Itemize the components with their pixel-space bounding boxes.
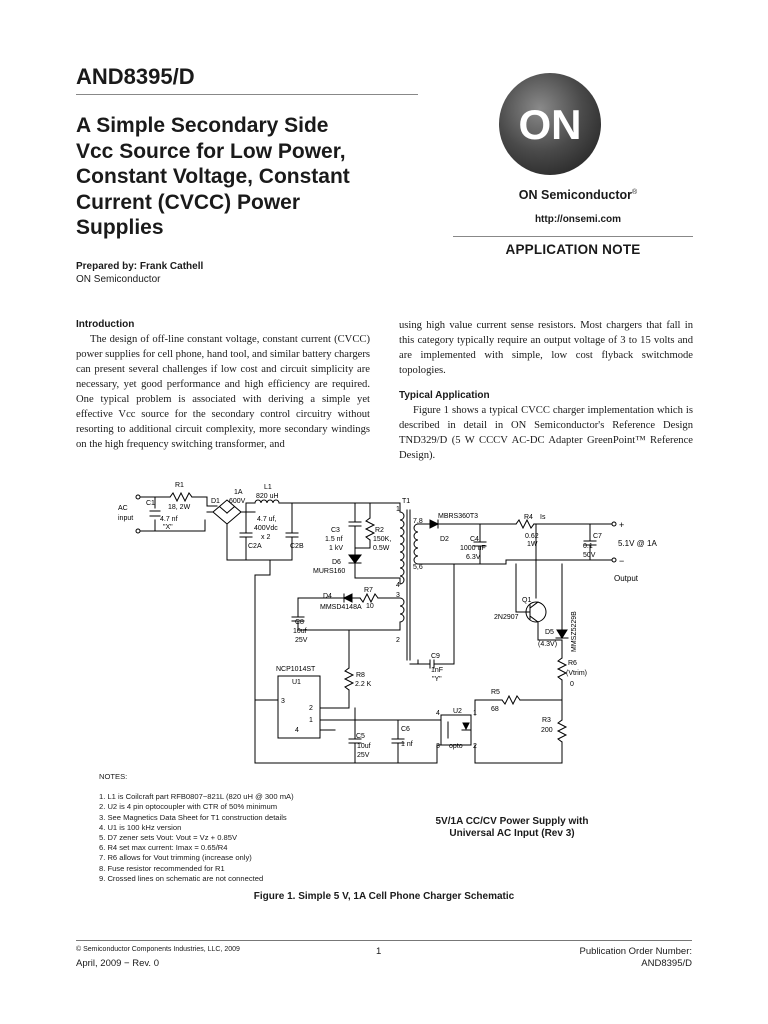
note-item: 3. See Magnetics Data Sheet for T1 construction details	[99, 812, 287, 822]
label-t1: T1	[402, 498, 411, 505]
label-r3: R3	[542, 717, 551, 724]
label-is: Is	[540, 514, 546, 521]
label-ac: AC	[118, 505, 128, 512]
paragraph-introduction: The design of off-line constant voltage, constant current (CVCC) power supplies for cell phone, hand tool, and similar battery chargers can present several challenges if low cost and circuit simplicity are necessary, yet good performance and high efficiency are required. One typical problem is associated with deriving a simple yet effective Vcc source for the secondary control circuitry without resorting to additional circuit complexity, more secondary windings on the high frequency switching transformer, and	[76, 334, 370, 450]
page-number: 1	[376, 946, 382, 957]
label-l1-value: 820 uH	[256, 493, 279, 500]
label-c1: C1	[146, 500, 155, 507]
label-u2: U2	[453, 708, 462, 715]
label-d6: D6	[332, 559, 341, 566]
label-r8: R8	[356, 672, 365, 679]
title-line: Constant Voltage, Constant	[76, 165, 350, 188]
label-u1-pin3: 3	[281, 698, 285, 705]
note-item: 4. U1 is 100 kHz version	[99, 822, 182, 832]
note-item: 5. D7 zener sets Vout: Vout = Vz + 0.85V	[99, 833, 238, 843]
label-pin-7-8: 7,8	[413, 518, 423, 525]
document-type: APPLICATION NOTE	[505, 242, 641, 257]
label-r4-rating: 1W	[527, 541, 538, 548]
schematic-diagram	[76, 482, 696, 780]
company-url[interactable]: http://onsemi.com	[534, 214, 622, 225]
label-c8-rating: 25V	[295, 637, 308, 644]
schematic-caption	[412, 816, 612, 840]
label-u2-pin3: 3	[436, 743, 440, 750]
label-c2-rating: 400Vdc	[254, 525, 278, 532]
label-c7-value: 0.1	[583, 543, 593, 550]
section-heading-introduction: Introduction	[76, 319, 135, 330]
label-c9-type: "Y"	[432, 676, 442, 683]
label-c7-rating: 50V	[583, 552, 596, 559]
label-r1-value: 18, 2W	[168, 504, 191, 511]
label-c6-value: 1 nf	[401, 741, 413, 748]
schematic-notes	[99, 772, 294, 884]
label-c3: C3	[331, 527, 340, 534]
label-d2: D2	[440, 536, 449, 543]
label-c5-rating: 25V	[357, 752, 370, 759]
label-c4-rating: 6.3V	[466, 554, 481, 561]
label-d1-current: 1A	[234, 489, 243, 496]
label-output: Output	[614, 574, 639, 583]
label-c2b: C2B	[290, 543, 304, 550]
label-r7-value: 10	[366, 603, 374, 610]
label-pin-1: 1	[396, 506, 400, 513]
label-c8: C8	[295, 619, 304, 626]
note-item: 7. R6 allows for Vout trimming (increase only)	[99, 853, 252, 863]
label-pin-5-6: 5,6	[413, 564, 423, 571]
label-q1-part: 2N2907	[494, 614, 519, 621]
registered-mark: ®	[632, 188, 638, 196]
label-pin-3: 3	[396, 592, 400, 599]
paragraph-typical-application: Figure 1 shows a typical CVCC charger implementation which is described in detail in ON Semiconductor's Reference Design TND329/D (5 W CCCV AC-DC Adapter GreenPoint™ Reference Design).	[399, 405, 693, 461]
label-r3-value: 200	[541, 727, 553, 734]
label-d1-voltage: 600V	[229, 498, 246, 505]
schematic-caption-line: 5V/1A CC/CV Power Supply with	[435, 816, 589, 827]
title-line: Current (CVCC) Power	[76, 190, 301, 214]
on-semiconductor-logo	[498, 72, 602, 176]
company-label: ON Semiconductor	[518, 188, 633, 202]
label-d5-voltage: (4.3V)	[538, 641, 558, 648]
label-output-plus: +	[619, 520, 625, 530]
label-u2-pin4: 4	[436, 710, 440, 717]
label-d4-part: MMSD4148A	[320, 604, 362, 611]
label-c5-value: 10uf	[357, 743, 371, 750]
label-u1: U1	[292, 679, 301, 686]
label-d6-part: MURS160	[313, 568, 346, 575]
paragraph-introduction-continued: using high value current sense resistors. Most chargers that fall in this category typically require an output voltage of 3 to 15 volts and are implemented with simple, low cost flyback switchmode topologies.	[399, 320, 693, 376]
author-org: ON Semiconductor	[76, 274, 161, 285]
label-c4: C4	[470, 536, 479, 543]
figure-caption: Figure 1. Simple 5 V, 1A Cell Phone Charger Schematic	[253, 891, 515, 902]
label-r6: R6	[568, 660, 577, 667]
label-q1: Q1	[522, 597, 532, 604]
label-u1-pin1: 1	[309, 717, 313, 724]
label-c4-value: 1000 uF	[460, 545, 486, 552]
schematic-caption-line: Universal AC Input (Rev 3)	[449, 828, 575, 839]
label-c1-value: 4.7 nf	[160, 516, 178, 523]
label-c2-value: 4.7 uf,	[257, 516, 277, 523]
notes-title: NOTES:	[99, 772, 128, 781]
body-column-right	[399, 318, 693, 463]
label-c8-value: 10uf	[293, 628, 307, 635]
label-pin-2: 2	[396, 637, 400, 644]
publication-id: AND8395/D	[641, 958, 692, 969]
label-c9-value: 1nF	[431, 667, 444, 674]
document-id: AND8395/D	[76, 64, 195, 89]
label-r8-value: 2.2 K	[355, 681, 372, 688]
label-c7: C7	[593, 533, 602, 540]
label-l1: L1	[264, 484, 272, 491]
title-line: Supplies	[76, 216, 164, 239]
note-item: 1. L1 is Coilcraft part RFB0807−821L (820 uH @ 300 mA)	[99, 792, 294, 802]
note-item: 9. Crossed lines on schematic are not connected	[99, 873, 264, 883]
author: Prepared by: Frank Cathell	[76, 261, 204, 272]
label-ac-input: input	[118, 515, 134, 522]
publication-label: Publication Order Number:	[579, 946, 692, 957]
label-c6: C6	[401, 726, 410, 733]
label-output-rating: 5.1V @ 1A	[618, 539, 657, 548]
note-item: 8. Fuse resistor recommended for R1	[99, 863, 225, 873]
appnote-rule	[453, 236, 693, 237]
label-u1-part: NCP1014ST	[276, 666, 316, 673]
label-c5: C5	[356, 733, 365, 740]
label-d5: D5	[545, 629, 554, 636]
label-c9: C9	[431, 653, 440, 660]
label-r6-value: 0	[570, 681, 574, 688]
label-r2-value: 150K,	[373, 536, 392, 543]
label-r2: R2	[375, 527, 384, 534]
label-u2-type: opto	[449, 743, 463, 750]
label-d5-part: MMSZ5229B	[571, 611, 578, 652]
logo-text: ON	[518, 101, 582, 148]
publication-number	[520, 946, 692, 970]
copyright: © Semiconductor Components Industries, LLC, 2009	[76, 946, 240, 953]
note-item: 2. U2 is 4 pin optocoupler with CTR of 50% minimum	[99, 802, 278, 812]
title-line: A Simple Secondary Side	[76, 114, 329, 137]
label-r5-value: 68	[491, 706, 499, 713]
label-c3-value: 1.5 nf	[325, 536, 343, 543]
label-u2-pin2: 2	[473, 743, 477, 750]
body-column-left	[76, 318, 370, 452]
label-r4: R4	[524, 514, 533, 521]
company-name	[498, 188, 658, 202]
revision-date: April, 2009 − Rev. 0	[76, 958, 159, 969]
section-heading-typical-application: Typical Application	[399, 390, 490, 401]
label-c3-rating: 1 kV	[329, 545, 344, 552]
label-r1: R1	[175, 482, 184, 489]
label-r4-value: 0.62	[525, 533, 539, 540]
footer-rule	[76, 940, 692, 941]
label-d1: D1	[211, 498, 220, 505]
note-item: 6. R4 set max current: Imax = 0.65/R4	[99, 843, 228, 853]
label-u1-pin4: 4	[295, 727, 299, 734]
document-title	[76, 113, 426, 241]
label-output-minus: −	[619, 556, 625, 566]
label-r7: R7	[364, 587, 373, 594]
label-c2-count: x 2	[261, 534, 271, 541]
label-r2-rating: 0.5W	[373, 545, 390, 552]
header-rule	[76, 94, 418, 95]
label-d2-part: MBRS360T3	[438, 513, 479, 520]
label-r6-function: (Vtrim)	[566, 670, 587, 677]
label-c1-type: "X"	[163, 524, 173, 531]
label-u1-pin2: 2	[309, 705, 313, 712]
label-r5: R5	[491, 689, 500, 696]
title-line: Vcc Source for Low Power,	[76, 139, 346, 163]
label-pin-4: 4	[396, 582, 400, 589]
label-d4: D4	[323, 593, 332, 600]
label-u2-pin1: 1	[473, 710, 477, 717]
label-c2a: C2A	[248, 543, 262, 550]
